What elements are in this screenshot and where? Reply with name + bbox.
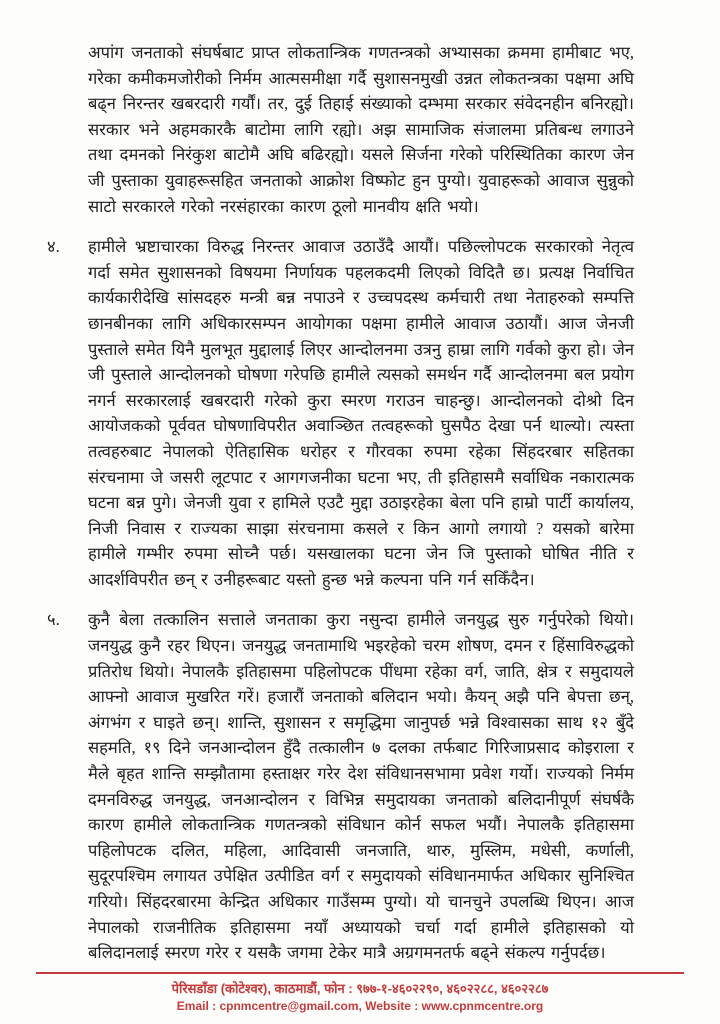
paragraph-number: ४. (47, 237, 60, 257)
paragraph-text: अपांग जनताको संघर्षबाट प्राप्त लोकतान्त्रिक गणतन्त्रको अभ्यासका क्रममा हामीबाट भए, गरेका कमीकमजोरीको निर्मम आत्मसमीक्षा गर्दै सुशासनमुखी उन्नत लोकतन्त्रका पक्षमा अघि बढ्न निरन्तर खबरदारी गर्यौं। तर, दुई तिहाई संख्याको दम्भमा सरकार संवेदनहीन बनिरह्यो। सरकार भने अहमकारकै बाटोमा लागि रह्यो। अझ सामाजिक संजालमा प्रतिबन्ध लगाउने तथा दमनको निरंकुश बाटोमै अघि बढिरह्यो। यसले सिर्जना गरेको परिस्थितिका कारण जेन जी पुस्ताका युवाहरूसहित जनताको आक्रोश विष्फोट हुन पुग्यो। युवाहरूको आवाज सुन्नुको साटो सरकारले गरेको नरसंहारका कारण ठूलो मानवीय क्षति भयो। (88, 43, 634, 216)
document-body (47, 40, 634, 981)
paragraph-number (47, 40, 88, 219)
footer-divider (36, 972, 684, 974)
page-footer (0, 972, 720, 1014)
paragraph-number: ५. (47, 610, 60, 630)
paragraph-item-5 (47, 607, 634, 965)
paragraph-item-4 (47, 234, 634, 592)
paragraph-text: हामीले भ्रष्टाचारका विरुद्ध निरन्तर आवाज उठाउँदै आयौं। पछिल्लोपटक सरकारको नेतृत्व गर्दा समेत सुशासनको विषयमा निर्णायक पहलकदमी लिएको विदितै छ। प्रत्यक्ष निर्वाचित कार्यकारीदेखि सांसदहरु मन्त्री बन्न नपाउने र उच्चपदस्थ कर्मचारी तथा नेताहरुको सम्पत्ति छानबीनका लागि अधिकारसम्पन आयोगका पक्षमा हामीले आवाज उठायौं। आज जेनजी पुस्ताले समेत यिनै मुलभूत मुद्दालाई लिएर आन्दोलनमा उत्रनु हाम्रा लागि गर्वको कुरा हो। जेन जी पुस्ताले आन्दोलनको घोषणा गरेपछि हामीले त्यसको समर्थन गर्दै आन्दोलनमा बल प्रयोग नगर्न सरकारलाई खबरदारी गरेको कुरा स्मरण गराउन चाहन्छु। आन्दोलनको दोश्रो दिन आयोजकको पूर्ववत घोषणाविपरीत अवाञ्छित तत्वहरूको घुसपैठ देखा पर्न थाल्यो। त्यस्ता तत्वहरुबाट नेपालको ऐतिहासिक धरोहर र गौरवका रुपमा रहेका सिंहदरबार सहितका संरचनामा जे जसरी लूटपाट र आगगजनीका घटना भए, ती इतिहासमै सर्वाधिक नकारात्मक घटना बन्न पुगे। जेनजी युवा र हामिले एउटै मुद्दा उठाइरहेका बेला पनि हाम्रो पार्टी कार्यालय, निजी निवास र राज्यका साझा संरचनामा कसले र किन आगो लगायो ? यसको बारेमा हामीले गम्भीर रुपमा सोच्नै पर्छ। यसखालका घटना जेन जि पुस्ताको घोषित नीति र आदर्शविपरीत छन् र उनीहरूबाट यस्तो हुन्छ भन्ने कल्पना पनि गर्न सकिँदैन। (88, 237, 634, 589)
paragraph-text: कुनै बेला तत्कालिन सत्ताले जनताका कुरा नसुन्दा हामीले जनयुद्ध सुरु गर्नुपरेको थियो। जनयुद्ध कुनै रहर थिएन। जनयुद्ध जनतामाथि भइरहेको चरम शोषण, दमन र हिंसाविरुद्धको प्रतिरोध थियो। नेपालकै इतिहासमा पहिलोपटक पींधमा रहेका वर्ग, जाति, क्षेत्र र समुदायले आफ्नो आवाज मुखरित गरें। हजारौं जनताको बलिदान भयो। कैयन् अझै पनि बेपत्ता छन्, अंगभंग र घाइते छन्। शान्ति, सुशासन र समृद्धिमा जानुपर्छ भन्ने विश्वासका साथ १२ बुँदे सहमति, १९ दिने जनआन्दोलन हुँदै तत्कालीन ७ दलका तर्फबाट गिरिजाप्रसाद कोइराला र मैले बृहत शान्ति सम्झौतामा हस्ताक्षर गरेर देश संविधानसभामा प्रवेश गर्यो। राज्यको निर्मम दमनविरुद्ध जनयुद्ध, जनआन्दोलन र विभिन्न समुदायका जनताको बलिदानीपूर्ण संघर्षकै कारण हामीले लोकतान्त्रिक गणतन्त्रको संविधान कोर्न सफल भयौं। नेपालकै इतिहासमा पहिलोपटक दलित, महिला, आदिवासी जनजाति, थारु, मुस्लिम, मधेसी, कर्णाली, सुदूरपश्चिम लगायत उपेक्षित उत्पीडित वर्ग र समुदायको संविधानमार्फत अधिकार सुनिश्चित गरियो। सिंहदरबारमा केन्द्रित अधिकार गाउँसम्म पुग्यो। यो चानचुने उपलब्धि थिएन। आज नेपालको राजनीतिक इतिहासमा नयाँ अध्यायको चर्चा गर्दा हामीले इतिहासको यो बलिदानलाई स्मरण गरेर र यसकै जगमा टेकेर मात्रै अग्रगमनतर्फ बढ्ने संकल्प गर्नुपर्दछ। (88, 610, 634, 963)
paragraph-continuation (47, 40, 634, 219)
footer-address-line: पेरिसडाँडा (कोटेश्वर), काठमाडौं, फोन : ९७७-१-४६०२२९०, ४६०२२८८, ४६०२२८७ (171, 981, 549, 996)
footer-contact-line: Email : cpnmcentre@gmail.com, Website : www.cpnmcentre.org (176, 999, 544, 1013)
